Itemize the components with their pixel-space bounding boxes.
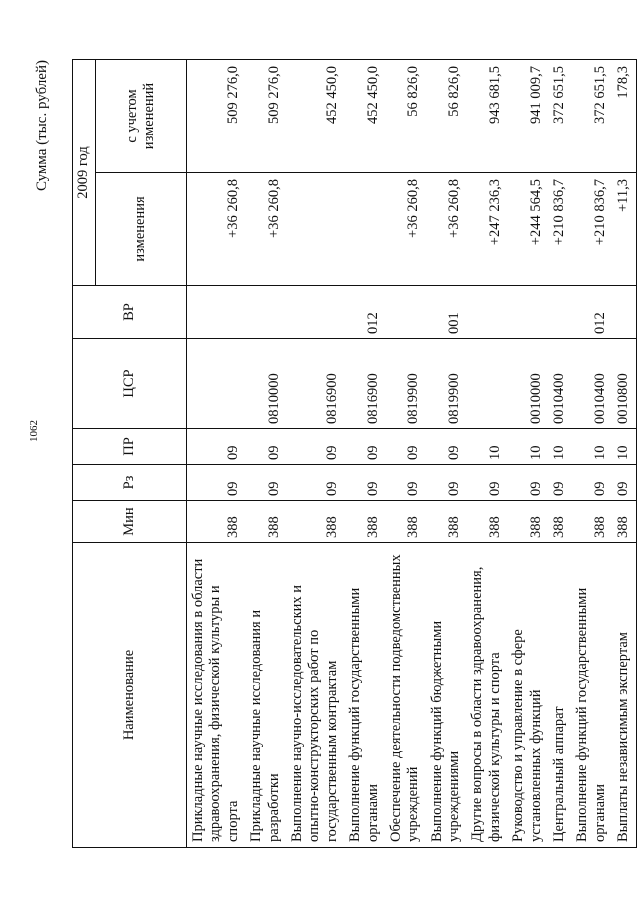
header-name: Наименование <box>73 543 187 848</box>
cell-name: Выполнение функций государственными органами <box>571 543 612 848</box>
cell-change: +244 564,5 <box>507 173 548 286</box>
cell-min: 388 <box>612 501 636 543</box>
cell-min: 388 <box>187 501 246 543</box>
cell-vr <box>286 286 344 339</box>
cell-change: +210 836,7 <box>548 173 571 286</box>
table-row <box>548 59 571 847</box>
cell-vr: 012 <box>571 286 612 339</box>
cell-change: +210 836,7 <box>571 173 612 286</box>
cell-rz: 09 <box>466 465 507 501</box>
cell-rz: 09 <box>187 465 246 501</box>
cell-rz: 09 <box>571 465 612 501</box>
header-pr: ПР <box>73 429 187 465</box>
cell-csr <box>466 339 507 429</box>
cell-csr: 0810000 <box>245 339 286 429</box>
cell-total: 509 276,0 <box>245 59 286 172</box>
table-row <box>187 59 246 847</box>
cell-csr: 0010000 <box>507 339 548 429</box>
cell-min: 388 <box>466 501 507 543</box>
cell-total: 452 450,0 <box>344 59 385 172</box>
cell-csr: 0010800 <box>612 339 636 429</box>
cell-name: Прикладные научные исследования в области здравоохранения, физической культуры и спорта <box>187 543 246 848</box>
header-vr: ВР <box>73 286 187 339</box>
cell-rz: 09 <box>286 465 344 501</box>
cell-total: 452 450,0 <box>286 59 344 172</box>
cell-total: 372 651,5 <box>571 59 612 172</box>
cell-csr: 0816900 <box>286 339 344 429</box>
cell-vr <box>507 286 548 339</box>
cell-change: +247 236,3 <box>466 173 507 286</box>
cell-pr: 09 <box>426 429 467 465</box>
header-changes: изменения <box>96 173 187 286</box>
header-csr: ЦСР <box>73 339 187 429</box>
cell-pr: 10 <box>507 429 548 465</box>
cell-pr: 10 <box>571 429 612 465</box>
cell-change: +36 260,8 <box>385 173 426 286</box>
cell-rz: 09 <box>612 465 636 501</box>
cell-vr <box>466 286 507 339</box>
table-row <box>426 59 467 847</box>
cell-pr: 10 <box>612 429 636 465</box>
cell-rz: 09 <box>426 465 467 501</box>
cell-change: +36 260,8 <box>426 173 467 286</box>
cell-total: 509 276,0 <box>187 59 246 172</box>
cell-csr: 0010400 <box>548 339 571 429</box>
cell-rz: 09 <box>245 465 286 501</box>
cell-csr: 0816900 <box>344 339 385 429</box>
cell-name: Руководство и управление в сфере установленных функций <box>507 543 548 848</box>
cell-total: 372 651,5 <box>548 59 571 172</box>
cell-min: 388 <box>385 501 426 543</box>
cell-vr <box>187 286 246 339</box>
cell-min: 388 <box>426 501 467 543</box>
cell-name: Центральный аппарат <box>548 543 571 848</box>
budget-table <box>72 59 637 848</box>
cell-change: +36 260,8 <box>187 173 246 286</box>
cell-name: Другие вопросы в области здравоохранения, физической культуры и спорта <box>466 543 507 848</box>
cell-pr: 09 <box>187 429 246 465</box>
cell-change <box>286 173 344 286</box>
cell-min: 388 <box>344 501 385 543</box>
cell-pr: 09 <box>385 429 426 465</box>
table-row <box>571 59 612 847</box>
cell-name: Обеспечение деятельности подведомственных учреждений <box>385 543 426 848</box>
cell-name: Выполнение функций бюджетными учреждениями <box>426 543 467 848</box>
cell-pr: 09 <box>286 429 344 465</box>
cell-vr <box>612 286 636 339</box>
cell-min: 388 <box>245 501 286 543</box>
cell-pr: 09 <box>344 429 385 465</box>
cell-total: 178,3 <box>612 59 636 172</box>
cell-total: 943 681,5 <box>466 59 507 172</box>
cell-csr: 0819900 <box>385 339 426 429</box>
cell-total: 56 826,0 <box>385 59 426 172</box>
table-row <box>344 59 385 847</box>
cell-csr <box>187 339 246 429</box>
table-row <box>385 59 426 847</box>
cell-vr <box>245 286 286 339</box>
cell-csr: 0010400 <box>571 339 612 429</box>
cell-rz: 09 <box>385 465 426 501</box>
cell-min: 388 <box>286 501 344 543</box>
table-row <box>466 59 507 847</box>
cell-csr: 0819900 <box>426 339 467 429</box>
cell-pr: 10 <box>466 429 507 465</box>
units-caption: Сумма (тыс. рублей) <box>34 60 50 192</box>
table-row <box>507 59 548 847</box>
cell-vr: 001 <box>426 286 467 339</box>
cell-pr: 10 <box>548 429 571 465</box>
cell-vr <box>385 286 426 339</box>
header-rz: Рз <box>73 465 187 501</box>
cell-min: 388 <box>507 501 548 543</box>
header-year: 2009 год <box>73 59 96 285</box>
cell-min: 388 <box>571 501 612 543</box>
cell-name: Выплаты независимым экспертам <box>612 543 636 848</box>
cell-rz: 09 <box>344 465 385 501</box>
cell-name: Выполнение научно-исследовательских и опытно-конструкторских работ по государственным контрактам <box>286 543 344 848</box>
page-number: 1062 <box>28 420 40 442</box>
cell-name: Выполнение функций государственными органами <box>344 543 385 848</box>
cell-rz: 09 <box>548 465 571 501</box>
cell-name: Прикладные научные исследования и разработки <box>245 543 286 848</box>
cell-min: 388 <box>548 501 571 543</box>
table-body <box>187 59 637 847</box>
table-row <box>245 59 286 847</box>
cell-vr <box>548 286 571 339</box>
table-row <box>612 59 636 847</box>
cell-total: 56 826,0 <box>426 59 467 172</box>
cell-total: 941 009,7 <box>507 59 548 172</box>
cell-change: +36 260,8 <box>245 173 286 286</box>
cell-vr: 012 <box>344 286 385 339</box>
cell-rz: 09 <box>507 465 548 501</box>
cell-pr: 09 <box>245 429 286 465</box>
header-min: Мин <box>73 501 187 543</box>
cell-change <box>344 173 385 286</box>
table-row <box>286 59 344 847</box>
cell-change: +11,3 <box>612 173 636 286</box>
header-with-changes: с учетом изменений <box>96 59 187 172</box>
